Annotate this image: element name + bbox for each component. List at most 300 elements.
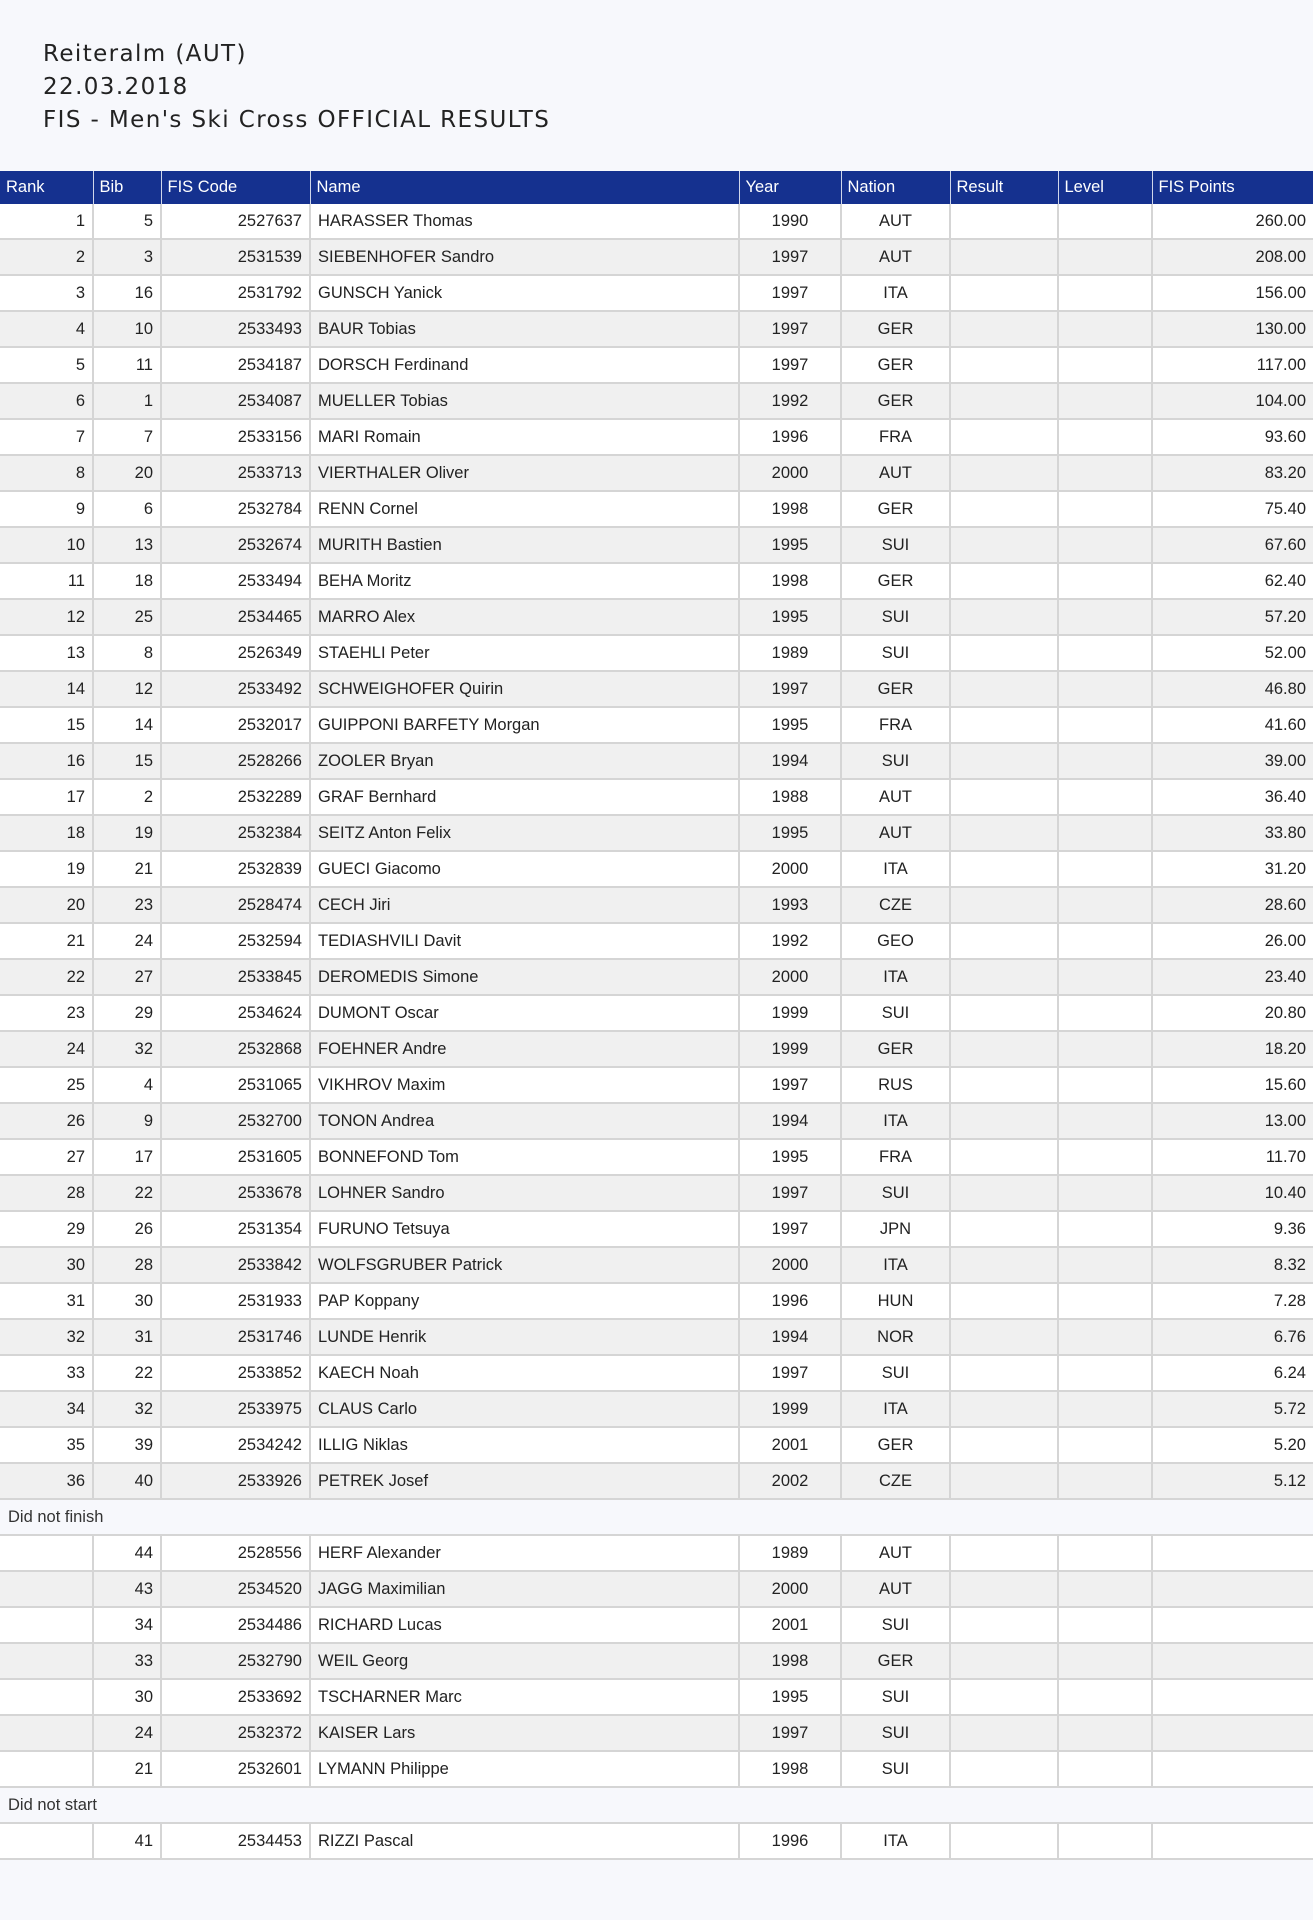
nation-cell: GER	[841, 1427, 950, 1463]
event-title: FIS - Men's Ski Cross OFFICIAL RESULTS	[43, 107, 551, 133]
result-cell	[950, 1643, 1058, 1679]
bib-cell: 28	[93, 1247, 161, 1283]
fis-code-cell: 2533492	[161, 671, 310, 707]
bib-cell: 17	[93, 1139, 161, 1175]
name-cell: RENN Cornel	[310, 491, 739, 527]
fis-points-cell: 15.60	[1152, 1067, 1313, 1103]
level-cell	[1058, 311, 1152, 347]
bib-cell: 7	[93, 419, 161, 455]
bib-cell: 1	[93, 383, 161, 419]
fis-code-cell: 2534486	[161, 1607, 310, 1643]
nation-cell: GER	[841, 563, 950, 599]
result-row	[0, 239, 1313, 275]
nation-cell: AUT	[841, 815, 950, 851]
rank-cell: 20	[0, 887, 93, 923]
level-cell	[1058, 959, 1152, 995]
fis-code-cell: 2534520	[161, 1571, 310, 1607]
bib-cell: 24	[93, 923, 161, 959]
fis-points-cell: 75.40	[1152, 491, 1313, 527]
level-cell	[1058, 707, 1152, 743]
nation-cell: GER	[841, 347, 950, 383]
fis-points-cell: 36.40	[1152, 779, 1313, 815]
nation-cell: GER	[841, 1031, 950, 1067]
fis-code-cell: 2527637	[161, 204, 310, 239]
rank-cell: 32	[0, 1319, 93, 1355]
fis-points-cell: 8.32	[1152, 1247, 1313, 1283]
name-cell: RICHARD Lucas	[310, 1607, 739, 1643]
nation-cell: RUS	[841, 1067, 950, 1103]
result-cell	[950, 1427, 1058, 1463]
fis-code-cell: 2532784	[161, 491, 310, 527]
nation-cell: AUT	[841, 1571, 950, 1607]
year-cell: 1997	[739, 311, 841, 347]
name-cell: SEITZ Anton Felix	[310, 815, 739, 851]
fis-points-cell: 11.70	[1152, 1139, 1313, 1175]
result-row	[0, 851, 1313, 887]
rank-cell: 8	[0, 455, 93, 491]
year-cell: 1997	[739, 1175, 841, 1211]
name-cell: GUNSCH Yanick	[310, 275, 739, 311]
name-cell: FURUNO Tetsuya	[310, 1211, 739, 1247]
nation-cell: ITA	[841, 1103, 950, 1139]
result-cell	[950, 1211, 1058, 1247]
name-cell: VIERTHALER Oliver	[310, 455, 739, 491]
result-cell	[950, 1535, 1058, 1571]
fis-code-cell: 2534465	[161, 599, 310, 635]
nation-cell: GEO	[841, 923, 950, 959]
fis-points-cell: 6.24	[1152, 1355, 1313, 1391]
year-cell: 1994	[739, 1103, 841, 1139]
fis-code-cell: 2533692	[161, 1679, 310, 1715]
level-cell	[1058, 1319, 1152, 1355]
bib-cell: 23	[93, 887, 161, 923]
result-cell	[950, 1031, 1058, 1067]
bib-cell: 27	[93, 959, 161, 995]
rank-cell	[0, 1643, 93, 1679]
name-cell: MARI Romain	[310, 419, 739, 455]
name-cell: GUIPPONI BARFETY Morgan	[310, 707, 739, 743]
fis-points-cell: 260.00	[1152, 204, 1313, 239]
name-cell: BAUR Tobias	[310, 311, 739, 347]
fis-points-cell: 31.20	[1152, 851, 1313, 887]
nation-cell: ITA	[841, 1247, 950, 1283]
fis-code-cell: 2533842	[161, 1247, 310, 1283]
rank-cell: 5	[0, 347, 93, 383]
fis-points-cell	[1152, 1679, 1313, 1715]
fis-code-cell: 2528556	[161, 1535, 310, 1571]
level-cell	[1058, 779, 1152, 815]
fis-code-cell: 2532700	[161, 1103, 310, 1139]
name-cell: LYMANN Philippe	[310, 1751, 739, 1787]
result-row	[0, 1391, 1313, 1427]
name-cell: DUMONT Oscar	[310, 995, 739, 1031]
year-cell: 1997	[739, 275, 841, 311]
nation-cell: SUI	[841, 1607, 950, 1643]
col-header-year: Year	[739, 171, 841, 204]
year-cell: 1995	[739, 1139, 841, 1175]
fis-points-cell: 41.60	[1152, 707, 1313, 743]
results-table	[0, 171, 1313, 1860]
fis-code-cell: 2534624	[161, 995, 310, 1031]
level-cell	[1058, 1643, 1152, 1679]
nation-cell: AUT	[841, 239, 950, 275]
result-row	[0, 275, 1313, 311]
year-cell: 2000	[739, 959, 841, 995]
fis-points-cell: 5.72	[1152, 1391, 1313, 1427]
results-body	[0, 204, 1313, 1859]
col-header-fis-points: FIS Points	[1152, 171, 1313, 204]
dnf-row	[0, 1535, 1313, 1571]
bib-cell: 5	[93, 204, 161, 239]
result-row	[0, 779, 1313, 815]
fis-points-cell	[1152, 1535, 1313, 1571]
rank-cell	[0, 1751, 93, 1787]
dnf-row	[0, 1571, 1313, 1607]
name-cell: SIEBENHOFER Sandro	[310, 239, 739, 275]
bib-cell: 22	[93, 1355, 161, 1391]
result-row	[0, 707, 1313, 743]
level-cell	[1058, 887, 1152, 923]
nation-cell: SUI	[841, 1355, 950, 1391]
year-cell: 1989	[739, 635, 841, 671]
name-cell: CECH Jiri	[310, 887, 739, 923]
year-cell: 1996	[739, 1283, 841, 1319]
level-cell	[1058, 1175, 1152, 1211]
rank-cell: 10	[0, 527, 93, 563]
dnf-row	[0, 1643, 1313, 1679]
result-row	[0, 1067, 1313, 1103]
result-cell	[950, 995, 1058, 1031]
bib-cell: 21	[93, 851, 161, 887]
bib-cell: 30	[93, 1679, 161, 1715]
fis-points-cell: 23.40	[1152, 959, 1313, 995]
nation-cell: ITA	[841, 275, 950, 311]
fis-code-cell: 2532372	[161, 1715, 310, 1751]
level-cell	[1058, 347, 1152, 383]
bib-cell: 30	[93, 1283, 161, 1319]
fis-code-cell: 2526349	[161, 635, 310, 671]
bib-cell: 13	[93, 527, 161, 563]
level-cell	[1058, 815, 1152, 851]
col-header-level: Level	[1058, 171, 1152, 204]
rank-cell: 2	[0, 239, 93, 275]
result-row	[0, 455, 1313, 491]
rank-cell: 9	[0, 491, 93, 527]
fis-code-cell: 2533926	[161, 1463, 310, 1499]
fis-code-cell: 2533852	[161, 1355, 310, 1391]
result-cell	[950, 851, 1058, 887]
name-cell: DEROMEDIS Simone	[310, 959, 739, 995]
rank-cell: 19	[0, 851, 93, 887]
fis-points-cell: 6.76	[1152, 1319, 1313, 1355]
result-cell	[950, 204, 1058, 239]
year-cell: 1997	[739, 671, 841, 707]
fis-points-cell: 130.00	[1152, 311, 1313, 347]
fis-points-cell: 62.40	[1152, 563, 1313, 599]
fis-points-cell	[1152, 1823, 1313, 1859]
year-cell: 1994	[739, 1319, 841, 1355]
nation-cell: GER	[841, 671, 950, 707]
bib-cell: 24	[93, 1715, 161, 1751]
name-cell: STAEHLI Peter	[310, 635, 739, 671]
result-row	[0, 959, 1313, 995]
year-cell: 1995	[739, 599, 841, 635]
result-cell	[950, 1319, 1058, 1355]
fis-code-cell: 2533713	[161, 455, 310, 491]
result-cell	[950, 599, 1058, 635]
level-cell	[1058, 1103, 1152, 1139]
year-cell: 1999	[739, 995, 841, 1031]
bib-cell: 40	[93, 1463, 161, 1499]
rank-cell: 3	[0, 275, 93, 311]
fis-code-cell: 2528474	[161, 887, 310, 923]
bib-cell: 10	[93, 311, 161, 347]
bib-cell: 26	[93, 1211, 161, 1247]
fis-code-cell: 2532790	[161, 1643, 310, 1679]
year-cell: 2000	[739, 1247, 841, 1283]
result-cell	[950, 1139, 1058, 1175]
col-header-bib: Bib	[93, 171, 161, 204]
year-cell: 1998	[739, 491, 841, 527]
level-cell	[1058, 419, 1152, 455]
fis-code-cell: 2533975	[161, 1391, 310, 1427]
nation-cell: CZE	[841, 1463, 950, 1499]
name-cell: KAECH Noah	[310, 1355, 739, 1391]
bib-cell: 19	[93, 815, 161, 851]
level-cell	[1058, 1751, 1152, 1787]
nation-cell: ITA	[841, 1823, 950, 1859]
result-cell	[950, 959, 1058, 995]
result-cell	[950, 707, 1058, 743]
dnf-row	[0, 1751, 1313, 1787]
nation-cell: ITA	[841, 959, 950, 995]
rank-cell: 21	[0, 923, 93, 959]
nation-cell: SUI	[841, 527, 950, 563]
name-cell: ZOOLER Bryan	[310, 743, 739, 779]
result-row	[0, 1175, 1313, 1211]
year-cell: 1992	[739, 923, 841, 959]
result-cell	[950, 239, 1058, 275]
fis-code-cell: 2531354	[161, 1211, 310, 1247]
rank-cell: 18	[0, 815, 93, 851]
year-cell: 2000	[739, 455, 841, 491]
result-row	[0, 347, 1313, 383]
result-cell	[950, 743, 1058, 779]
name-cell: SCHWEIGHOFER Quirin	[310, 671, 739, 707]
result-cell	[950, 1175, 1058, 1211]
year-cell: 1997	[739, 1211, 841, 1247]
table-header-row	[0, 171, 1313, 204]
rank-cell: 27	[0, 1139, 93, 1175]
nation-cell: GER	[841, 1643, 950, 1679]
nation-cell: ITA	[841, 1391, 950, 1427]
name-cell: HERF Alexander	[310, 1535, 739, 1571]
year-cell: 1993	[739, 887, 841, 923]
level-cell	[1058, 1427, 1152, 1463]
level-cell	[1058, 1067, 1152, 1103]
fis-points-cell: 10.40	[1152, 1175, 1313, 1211]
year-cell: 2002	[739, 1463, 841, 1499]
result-cell	[950, 455, 1058, 491]
rank-cell: 36	[0, 1463, 93, 1499]
result-cell	[950, 923, 1058, 959]
rank-cell	[0, 1571, 93, 1607]
result-row	[0, 311, 1313, 347]
bib-cell: 44	[93, 1535, 161, 1571]
name-cell: DORSCH Ferdinand	[310, 347, 739, 383]
rank-cell: 13	[0, 635, 93, 671]
result-cell	[950, 1391, 1058, 1427]
level-cell	[1058, 923, 1152, 959]
fis-code-cell: 2532289	[161, 779, 310, 815]
bib-cell: 34	[93, 1607, 161, 1643]
fis-points-cell: 13.00	[1152, 1103, 1313, 1139]
result-cell	[950, 671, 1058, 707]
bib-cell: 41	[93, 1823, 161, 1859]
fis-points-cell	[1152, 1715, 1313, 1751]
name-cell: KAISER Lars	[310, 1715, 739, 1751]
result-row	[0, 1355, 1313, 1391]
fis-code-cell: 2531605	[161, 1139, 310, 1175]
result-row	[0, 1319, 1313, 1355]
level-cell	[1058, 1283, 1152, 1319]
name-cell: PETREK Josef	[310, 1463, 739, 1499]
fis-points-cell: 93.60	[1152, 419, 1313, 455]
fis-points-cell: 26.00	[1152, 923, 1313, 959]
rank-cell: 30	[0, 1247, 93, 1283]
fis-points-cell: 46.80	[1152, 671, 1313, 707]
rank-cell: 4	[0, 311, 93, 347]
dnf-row	[0, 1679, 1313, 1715]
name-cell: FOEHNER Andre	[310, 1031, 739, 1067]
nation-cell: NOR	[841, 1319, 950, 1355]
section-did-not-start	[0, 1787, 1313, 1823]
result-cell	[950, 383, 1058, 419]
bib-cell: 3	[93, 239, 161, 275]
name-cell: BONNEFOND Tom	[310, 1139, 739, 1175]
nation-cell: JPN	[841, 1211, 950, 1247]
result-row	[0, 419, 1313, 455]
name-cell: MUELLER Tobias	[310, 383, 739, 419]
result-row	[0, 635, 1313, 671]
bib-cell: 4	[93, 1067, 161, 1103]
fis-points-cell: 156.00	[1152, 275, 1313, 311]
fis-code-cell: 2533678	[161, 1175, 310, 1211]
nation-cell: ITA	[841, 851, 950, 887]
name-cell: PAP Koppany	[310, 1283, 739, 1319]
fis-points-cell: 33.80	[1152, 815, 1313, 851]
bib-cell: 15	[93, 743, 161, 779]
result-cell	[950, 815, 1058, 851]
year-cell: 2001	[739, 1607, 841, 1643]
bib-cell: 32	[93, 1391, 161, 1427]
bib-cell: 39	[93, 1427, 161, 1463]
rank-cell	[0, 1715, 93, 1751]
bib-cell: 20	[93, 455, 161, 491]
fis-points-cell: 28.60	[1152, 887, 1313, 923]
rank-cell: 23	[0, 995, 93, 1031]
fis-code-cell: 2534087	[161, 383, 310, 419]
result-row	[0, 1283, 1313, 1319]
bib-cell: 9	[93, 1103, 161, 1139]
nation-cell: SUI	[841, 1751, 950, 1787]
result-row	[0, 995, 1313, 1031]
result-cell	[950, 1607, 1058, 1643]
rank-cell: 22	[0, 959, 93, 995]
nation-cell: CZE	[841, 887, 950, 923]
rank-cell: 29	[0, 1211, 93, 1247]
result-cell	[950, 1463, 1058, 1499]
level-cell	[1058, 204, 1152, 239]
year-cell: 1994	[739, 743, 841, 779]
year-cell: 2001	[739, 1427, 841, 1463]
result-row	[0, 1139, 1313, 1175]
fis-points-cell: 7.28	[1152, 1283, 1313, 1319]
results-title-block	[43, 38, 550, 137]
year-cell: 1996	[739, 419, 841, 455]
result-cell	[950, 1355, 1058, 1391]
result-cell	[950, 347, 1058, 383]
year-cell: 1997	[739, 1067, 841, 1103]
fis-points-cell	[1152, 1643, 1313, 1679]
section-did-not-finish	[0, 1499, 1313, 1535]
nation-cell: SUI	[841, 995, 950, 1031]
result-row	[0, 599, 1313, 635]
result-cell	[950, 1571, 1058, 1607]
fis-code-cell: 2534242	[161, 1427, 310, 1463]
year-cell: 1998	[739, 563, 841, 599]
event-date: 22.03.2018	[43, 74, 189, 100]
year-cell: 1999	[739, 1031, 841, 1067]
rank-cell: 33	[0, 1355, 93, 1391]
name-cell: MARRO Alex	[310, 599, 739, 635]
result-row	[0, 527, 1313, 563]
name-cell: ILLIG Niklas	[310, 1427, 739, 1463]
year-cell: 1997	[739, 1355, 841, 1391]
level-cell	[1058, 1211, 1152, 1247]
name-cell: BEHA Moritz	[310, 563, 739, 599]
result-row	[0, 671, 1313, 707]
level-cell	[1058, 995, 1152, 1031]
rank-cell: 25	[0, 1067, 93, 1103]
nation-cell: FRA	[841, 419, 950, 455]
bib-cell: 32	[93, 1031, 161, 1067]
fis-code-cell: 2534187	[161, 347, 310, 383]
name-cell: CLAUS Carlo	[310, 1391, 739, 1427]
dnf-row	[0, 1715, 1313, 1751]
rank-cell: 28	[0, 1175, 93, 1211]
rank-cell: 26	[0, 1103, 93, 1139]
fis-points-cell: 20.80	[1152, 995, 1313, 1031]
level-cell	[1058, 1607, 1152, 1643]
name-cell: VIKHROV Maxim	[310, 1067, 739, 1103]
fis-code-cell: 2533845	[161, 959, 310, 995]
year-cell: 1995	[739, 1679, 841, 1715]
year-cell: 1989	[739, 1535, 841, 1571]
rank-cell: 14	[0, 671, 93, 707]
result-cell	[950, 419, 1058, 455]
year-cell: 2000	[739, 1571, 841, 1607]
name-cell: LUNDE Henrik	[310, 1319, 739, 1355]
name-cell: JAGG Maximilian	[310, 1571, 739, 1607]
result-cell	[950, 1067, 1058, 1103]
rank-cell: 1	[0, 204, 93, 239]
year-cell: 1988	[739, 779, 841, 815]
fis-points-cell: 39.00	[1152, 743, 1313, 779]
col-header-fis-code: FIS Code	[161, 171, 310, 204]
result-row	[0, 1463, 1313, 1499]
bib-cell: 31	[93, 1319, 161, 1355]
